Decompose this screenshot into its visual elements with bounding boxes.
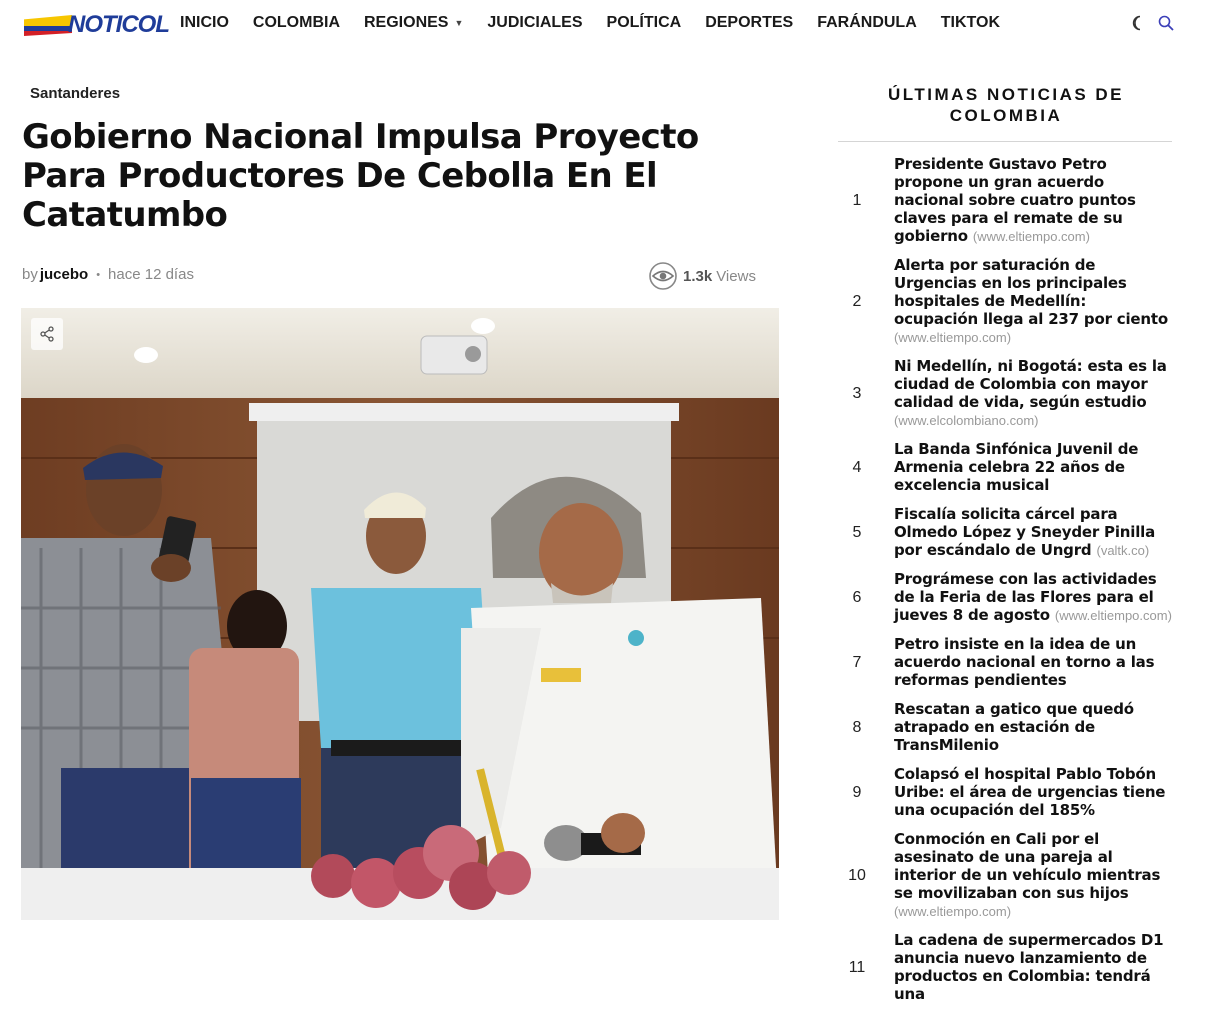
news-rank: 3 xyxy=(852,384,862,402)
news-item[interactable] xyxy=(840,700,1174,755)
nav-item-colombia[interactable]: COLOMBIA xyxy=(252,14,340,31)
news-headline[interactable]: Presidente Gustavo Petro propone un gran acuerdo nacional sobre cuatro puntos claves para el remate de su gobierno (www.eltiempo.com) xyxy=(894,155,1136,245)
logo-text: NOTICOL xyxy=(68,11,169,38)
site-logo[interactable] xyxy=(24,9,169,41)
nav-item-tiktok[interactable]: TIKTOK xyxy=(940,14,1001,31)
sidebar-title: ÚLTIMAS NOTICIAS DE COLOMBIA xyxy=(887,85,1125,125)
colombia-flag-icon xyxy=(24,15,72,37)
news-rank: 8 xyxy=(852,718,862,736)
by-label: by xyxy=(22,266,38,283)
featured-image xyxy=(21,308,779,920)
chevron-down-icon: ▼ xyxy=(454,18,464,28)
nav-item-farandula[interactable]: FARÁNDULA xyxy=(817,14,917,31)
news-rank: 7 xyxy=(852,653,862,671)
news-headline[interactable]: Rescatan a gatico que quedó atrapado en estación de TransMilenio xyxy=(894,700,1134,754)
nav-item-deportes[interactable]: DEPORTES xyxy=(705,14,794,31)
news-headline[interactable]: Conmoción en Cali por el asesinato de una pareja al interior de un vehículo mientras se movilizaban con sus hijos (www.eltiempo.com) xyxy=(894,830,1161,919)
header-tools xyxy=(1130,15,1174,31)
nav-item-judiciales[interactable]: JUDICIALES xyxy=(487,14,583,31)
news-item[interactable] xyxy=(840,256,1174,347)
main-nav xyxy=(180,14,1024,32)
news-item[interactable] xyxy=(840,155,1174,246)
news-item[interactable] xyxy=(840,357,1174,430)
news-rank: 10 xyxy=(848,866,866,884)
featured-photo-illustration xyxy=(21,308,779,920)
news-source: (www.eltiempo.com) xyxy=(1054,608,1172,623)
news-headline[interactable]: Petro insiste en la idea de un acuerdo nacional en torno a las reformas pendientes xyxy=(894,635,1155,689)
article-meta xyxy=(22,266,194,283)
news-item[interactable] xyxy=(840,830,1174,921)
share-icon xyxy=(39,326,55,342)
news-headline[interactable]: Alerta por saturación de Urgencias en los principales hospitales de Medellín: ocupación llega al 237 por ciento (www.eltiempo.com) xyxy=(894,256,1168,345)
news-rank: 9 xyxy=(852,783,862,801)
news-item[interactable] xyxy=(840,931,1174,1004)
news-item[interactable] xyxy=(840,505,1174,560)
news-source: (www.eltiempo.com) xyxy=(894,330,1012,345)
news-rank: 5 xyxy=(852,523,862,541)
views-count: 1.3k xyxy=(683,267,713,285)
news-rank: 2 xyxy=(852,292,862,310)
news-source: (www.elcolombiano.com) xyxy=(894,413,1039,428)
share-button[interactable] xyxy=(31,318,63,350)
sidebar-divider xyxy=(838,141,1172,142)
search-icon[interactable] xyxy=(1158,15,1174,31)
news-headline[interactable]: Prográmese con las actividades de la Feria de las Flores para el jueves 8 de agosto (www.eltiempo.com) xyxy=(894,570,1172,624)
news-headline[interactable]: La cadena de supermercados D1 anuncia nuevo lanzamiento de productos en Colombia: tendrá una xyxy=(894,931,1164,1003)
news-item[interactable] xyxy=(840,765,1174,820)
publish-time: hace 12 días xyxy=(108,266,194,283)
news-headline[interactable]: Colapsó el hospital Pablo Tobón Uribe: el área de urgencias tiene una ocupación del 185% xyxy=(894,765,1166,819)
nav-item-politica[interactable]: POLÍTICA xyxy=(606,14,682,31)
news-rank: 6 xyxy=(852,588,862,606)
news-source: (www.eltiempo.com) xyxy=(972,229,1090,244)
meta-separator: • xyxy=(96,268,101,281)
site-header xyxy=(0,0,1208,50)
news-rank: 1 xyxy=(852,191,862,209)
news-headline[interactable]: Fiscalía solicita cárcel para Olmedo López y Sneyder Pinilla por escándalo de Ungrd (valtk.co) xyxy=(894,505,1156,559)
author-link[interactable]: jucebo xyxy=(39,266,89,283)
news-source: (valtk.co) xyxy=(1096,543,1150,558)
latest-news-list xyxy=(840,155,1174,1014)
news-item[interactable] xyxy=(840,570,1174,625)
moon-icon[interactable] xyxy=(1130,15,1146,31)
news-item[interactable] xyxy=(840,635,1174,690)
news-rank: 4 xyxy=(852,458,862,476)
news-headline[interactable]: La Banda Sinfónica Juvenil de Armenia celebra 22 años de excelencia musical xyxy=(894,440,1139,494)
news-rank: 11 xyxy=(848,958,866,976)
nav-item-inicio[interactable]: INICIO xyxy=(180,14,229,31)
eye-icon xyxy=(647,262,679,290)
news-source: (www.eltiempo.com) xyxy=(894,904,1012,919)
news-item[interactable] xyxy=(840,440,1174,495)
article-category[interactable]: Santanderes xyxy=(30,85,121,102)
nav-item-regiones[interactable]: REGIONES ▼ xyxy=(364,14,464,31)
news-headline[interactable]: Ni Medellín, ni Bogotá: esta es la ciudad de Colombia con mayor calidad de vida, según estudio (www.elcolombiano.com) xyxy=(894,357,1167,428)
article-title: Gobierno Nacional Impulsa Proyecto Para Productores De Cebolla En El Catatumbo xyxy=(22,117,699,235)
views-counter xyxy=(647,262,756,290)
views-label: Views xyxy=(716,267,756,285)
